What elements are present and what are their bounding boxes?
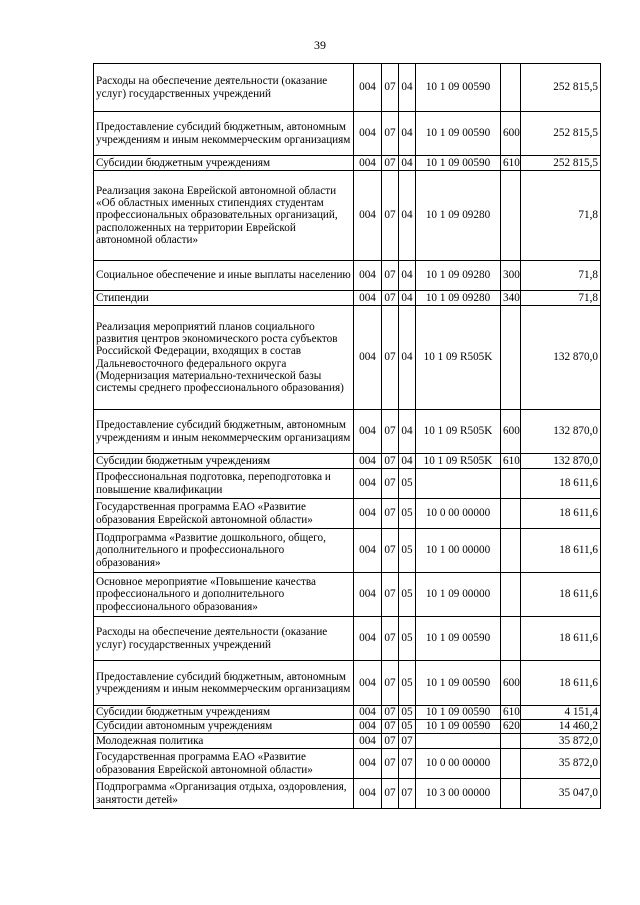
row-name: Расходы на обеспечение деятельности (оказание услуг) государственных учреждений [94,64,354,112]
target-article [416,469,501,499]
row-name: Социальное обеспечение и иные выплаты населению [94,261,354,291]
section-code: 07 [382,617,399,661]
expense-type [501,171,521,261]
section-code: 07 [382,410,399,454]
budget-table-body [94,64,601,809]
amount: 35 047,0 [521,779,601,809]
subsection-code: 05 [399,706,416,720]
table-row [94,469,601,499]
expense-type [501,617,521,661]
expense-type [501,64,521,112]
amount: 71,8 [521,291,601,306]
ministry-code: 004 [354,469,382,499]
section-code: 07 [382,749,399,779]
expense-type: 610 [501,706,521,720]
subsection-code: 04 [399,291,416,306]
expense-type [501,734,521,749]
ministry-code: 004 [354,706,382,720]
expense-type [501,779,521,809]
ministry-code: 004 [354,734,382,749]
ministry-code: 004 [354,529,382,573]
section-code: 07 [382,306,399,410]
row-name: Государственная программа ЕАО «Развитие образования Еврейской автономной области» [94,749,354,779]
table-row [94,156,601,171]
subsection-code: 04 [399,454,416,469]
table-row [94,573,601,617]
expense-type [501,306,521,410]
target-article: 10 1 09 09280 [416,291,501,306]
expense-type: 340 [501,291,521,306]
ministry-code: 004 [354,171,382,261]
section-code: 07 [382,454,399,469]
row-name: Предоставление субсидий бюджетным, автономным учреждениям и иным некоммерческим организациям [94,410,354,454]
subsection-code: 07 [399,779,416,809]
table-row [94,291,601,306]
amount: 18 611,6 [521,617,601,661]
ministry-code: 004 [354,499,382,529]
expense-type: 620 [501,720,521,734]
row-name: Субсидии бюджетным учреждениям [94,706,354,720]
expense-type [501,573,521,617]
target-article: 10 1 09 00590 [416,720,501,734]
amount: 132 870,0 [521,410,601,454]
target-article: 10 1 09 00590 [416,112,501,156]
section-code: 07 [382,529,399,573]
amount: 18 611,6 [521,661,601,706]
expense-type: 600 [501,112,521,156]
amount: 18 611,6 [521,499,601,529]
section-code: 07 [382,779,399,809]
target-article: 10 0 00 00000 [416,749,501,779]
section-code: 07 [382,499,399,529]
target-article: 10 1 09 00590 [416,156,501,171]
row-name: Реализация закона Еврейской автономной области «Об областных именных стипендиях студентам профессиональных образовательных организаций, расположенных на территории Еврейской автономной области» [94,171,354,261]
ministry-code: 004 [354,306,382,410]
row-name: Субсидии бюджетным учреждениям [94,156,354,171]
table-row [94,306,601,410]
expense-type [501,529,521,573]
ministry-code: 004 [354,156,382,171]
amount: 132 870,0 [521,306,601,410]
subsection-code: 05 [399,573,416,617]
ministry-code: 004 [354,410,382,454]
subsection-code: 04 [399,156,416,171]
section-code: 07 [382,661,399,706]
section-code: 07 [382,156,399,171]
amount: 18 611,6 [521,529,601,573]
row-name: Основное мероприятие «Повышение качества профессионального и дополнительного профессионального образования» [94,573,354,617]
subsection-code: 04 [399,171,416,261]
page-number: 39 [314,38,326,52]
target-article: 10 1 09 00590 [416,706,501,720]
expense-type: 300 [501,261,521,291]
subsection-code: 04 [399,261,416,291]
ministry-code: 004 [354,661,382,706]
target-article: 10 1 09 00590 [416,661,501,706]
table-row [94,734,601,749]
subsection-code: 07 [399,734,416,749]
expense-type [501,499,521,529]
table-row [94,171,601,261]
ministry-code: 004 [354,720,382,734]
subsection-code: 04 [399,112,416,156]
amount: 35 872,0 [521,734,601,749]
expense-type: 600 [501,410,521,454]
ministry-code: 004 [354,261,382,291]
ministry-code: 004 [354,573,382,617]
subsection-code: 04 [399,64,416,112]
target-article: 10 0 00 00000 [416,499,501,529]
target-article [416,734,501,749]
row-name: Субсидии бюджетным учреждениям [94,454,354,469]
row-name: Предоставление субсидий бюджетным, автономным учреждениям и иным некоммерческим организациям [94,112,354,156]
row-name: Стипендии [94,291,354,306]
table-row [94,64,601,112]
table-row [94,749,601,779]
subsection-code: 04 [399,410,416,454]
amount: 14 460,2 [521,720,601,734]
ministry-code: 004 [354,454,382,469]
table-row [94,779,601,809]
target-article: 10 1 09 09280 [416,171,501,261]
row-name: Расходы на обеспечение деятельности (оказание услуг) государственных учреждений [94,617,354,661]
table-row [94,261,601,291]
expense-type: 600 [501,661,521,706]
target-article: 10 1 00 00000 [416,529,501,573]
amount: 71,8 [521,261,601,291]
ministry-code: 004 [354,64,382,112]
amount: 71,8 [521,171,601,261]
amount: 252 815,5 [521,112,601,156]
expense-type [501,469,521,499]
table-row [94,410,601,454]
table-row [94,661,601,706]
section-code: 07 [382,734,399,749]
subsection-code: 05 [399,499,416,529]
amount: 35 872,0 [521,749,601,779]
amount: 18 611,6 [521,573,601,617]
table-row [94,112,601,156]
subsection-code: 05 [399,469,416,499]
row-name: Субсидии автономным учреждениям [94,720,354,734]
target-article: 10 3 00 00000 [416,779,501,809]
ministry-code: 004 [354,779,382,809]
subsection-code: 05 [399,529,416,573]
row-name: Реализация мероприятий планов социального развития центров экономического роста субъектов Российской Федерации, входящих в состав Дальневосточного федерального округа (Модернизация материально-технической базы системы среднего профессионального образования) [94,306,354,410]
table-row [94,454,601,469]
ministry-code: 004 [354,749,382,779]
subsection-code: 04 [399,306,416,410]
section-code: 07 [382,291,399,306]
section-code: 07 [382,469,399,499]
amount: 132 870,0 [521,454,601,469]
target-article: 10 1 09 00590 [416,617,501,661]
subsection-code: 07 [399,749,416,779]
amount: 4 151,4 [521,706,601,720]
table-row [94,529,601,573]
target-article: 10 1 09 R505K [416,410,501,454]
section-code: 07 [382,171,399,261]
subsection-code: 05 [399,720,416,734]
row-name: Подпрограмма «Организация отдыха, оздоровления, занятости детей» [94,779,354,809]
expense-type: 610 [501,156,521,171]
row-name: Молодежная политика [94,734,354,749]
budget-table [93,63,601,809]
subsection-code: 05 [399,661,416,706]
expense-type: 610 [501,454,521,469]
target-article: 10 1 09 R505K [416,454,501,469]
amount: 18 611,6 [521,469,601,499]
target-article: 10 1 09 00000 [416,573,501,617]
ministry-code: 004 [354,291,382,306]
section-code: 07 [382,706,399,720]
target-article: 10 1 09 R505K [416,306,501,410]
expense-type [501,749,521,779]
table-row [94,706,601,720]
row-name: Предоставление субсидий бюджетным, автономным учреждениям и иным некоммерческим организациям [94,661,354,706]
table-row [94,499,601,529]
section-code: 07 [382,573,399,617]
ministry-code: 004 [354,617,382,661]
target-article: 10 1 09 00590 [416,64,501,112]
section-code: 07 [382,720,399,734]
amount: 252 815,5 [521,156,601,171]
section-code: 07 [382,261,399,291]
table-row [94,720,601,734]
section-code: 07 [382,112,399,156]
amount: 252 815,5 [521,64,601,112]
table-row [94,617,601,661]
target-article: 10 1 09 09280 [416,261,501,291]
row-name: Государственная программа ЕАО «Развитие образования Еврейской автономной области» [94,499,354,529]
ministry-code: 004 [354,112,382,156]
subsection-code: 05 [399,617,416,661]
row-name: Подпрограмма «Развитие дошкольного, общего, дополнительного и профессионального образования» [94,529,354,573]
row-name: Профессиональная подготовка, переподготовка и повышение квалификации [94,469,354,499]
section-code: 07 [382,64,399,112]
